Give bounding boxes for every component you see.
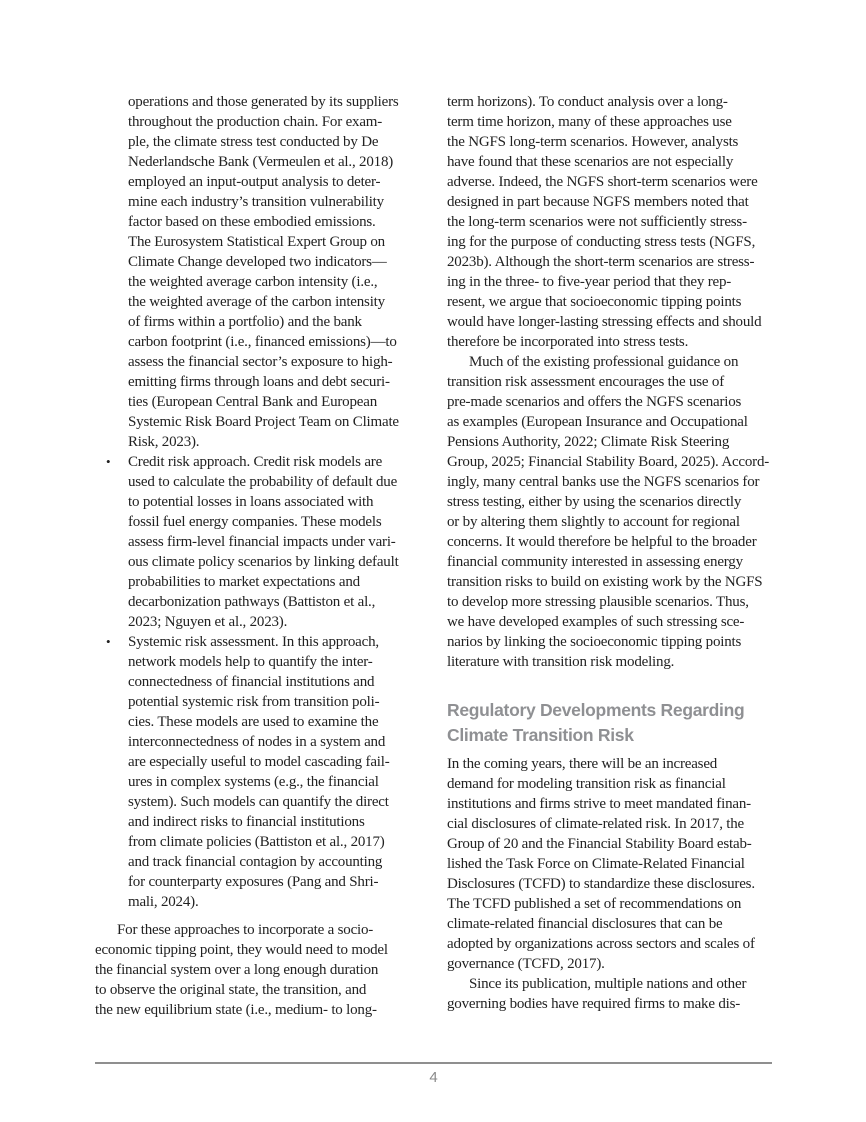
- text-line: concerns. It would therefore be helpful to the broader: [447, 534, 757, 550]
- text-line: factor based on these embodied emissions.: [128, 214, 376, 230]
- text-line: ties (European Central Bank and European: [128, 394, 377, 410]
- text-line: the financial system over a long enough duration: [95, 962, 379, 978]
- text-line: ures in complex systems (e.g., the financial: [128, 774, 379, 790]
- text-line: Climate Change developed two indicators—: [128, 254, 387, 270]
- text-line: system). Such models can quantify the direct: [128, 794, 389, 810]
- text-line: designed in part because NGFS members noted that: [447, 194, 749, 210]
- text-line: to develop more stressing plausible scenarios. Thus,: [447, 594, 749, 610]
- text-line: have found that these scenarios are not especially: [447, 154, 734, 170]
- text-line: climate-related financial disclosures that can be: [447, 916, 723, 932]
- text-line: Nederlandsche Bank (Vermeulen et al., 2018): [128, 154, 394, 170]
- left-column: [95, 92, 420, 1020]
- paragraph-in-the-coming-years: [447, 754, 772, 974]
- text-line: Systemic risk assessment. In this approach,: [128, 634, 379, 650]
- text-line: connectedness of financial institutions and: [128, 674, 375, 690]
- text-line: ple, the climate stress test conducted by De: [128, 134, 379, 150]
- text-line: of firms within a portfolio) and the bank: [128, 314, 362, 330]
- text-line: For these approaches to incorporate a socio-: [117, 922, 374, 938]
- text-line: or by altering them slightly to account for regional: [447, 514, 740, 530]
- text-line: adopted by organizations across sectors and scales of: [447, 936, 755, 952]
- text-line: cial disclosures of climate-related risk. In 2017, the: [447, 816, 745, 832]
- text-line: to observe the original state, the transition, and: [95, 982, 367, 998]
- text-line: the weighted average carbon intensity (i.e.,: [128, 274, 378, 290]
- paragraph-much-of-existing: [447, 352, 772, 672]
- text-line: In the coming years, there will be an increased: [447, 756, 718, 772]
- paragraph-term-horizons: [447, 92, 772, 352]
- text-line: the NGFS long-term scenarios. However, analysts: [447, 134, 739, 150]
- text-line: transition risk assessment encourages the use of: [447, 374, 724, 390]
- text-line: term horizons). To conduct analysis over a long-: [447, 94, 728, 110]
- text-line: operations and those generated by its suppliers: [128, 94, 399, 110]
- two-column-text-block: [95, 92, 772, 1020]
- section-heading-regulatory-developments: [447, 698, 772, 748]
- bullet-item-systemic-risk: [95, 632, 420, 912]
- footer-divider-rule: [95, 1062, 772, 1064]
- paragraph-since-its-publication: [447, 974, 772, 1014]
- text-line: adverse. Indeed, the NGFS short-term scenarios were: [447, 174, 758, 190]
- text-line: 2023b). Although the short-term scenarios are stress-: [447, 254, 755, 270]
- text-line: governance (TCFD, 2017).: [447, 956, 605, 972]
- text-line: used to calculate the probability of default due: [128, 474, 398, 490]
- text-line: Regulatory Developments Regarding: [447, 700, 745, 720]
- text-line: mine each industry’s transition vulnerability: [128, 194, 384, 210]
- text-line: institutions and firms strive to meet mandated finan-: [447, 796, 751, 812]
- bullet-text: [128, 632, 420, 912]
- text-line: we have developed examples of such stressing sce-: [447, 614, 745, 630]
- text-line: from climate policies (Battiston et al., 2017): [128, 834, 385, 850]
- text-line: the weighted average of the carbon intensity: [128, 294, 385, 310]
- right-column: [447, 92, 772, 1020]
- text-line: Disclosures (TCFD) to standardize these disclosures.: [447, 876, 755, 892]
- text-line: ingly, many central banks use the NGFS scenarios for: [447, 474, 760, 490]
- text-line: literature with transition risk modeling.: [447, 654, 675, 670]
- text-line: cies. These models are used to examine the: [128, 714, 379, 730]
- paragraph-for-these-approaches: [95, 920, 420, 1020]
- text-line: stress testing, either by using the scenarios directly: [447, 494, 742, 510]
- text-line: fossil fuel energy companies. These models: [128, 514, 382, 530]
- text-line: therefore be incorporated into stress tests.: [447, 334, 689, 350]
- text-line: economic tipping point, they would need to model: [95, 942, 388, 958]
- text-line: governing bodies have required firms to make dis-: [447, 996, 741, 1012]
- text-line: financial community interested in assessing energy: [447, 554, 743, 570]
- text-line: resent, we argue that socioeconomic tipping points: [447, 294, 742, 310]
- text-line: are especially useful to model cascading fail-: [128, 754, 390, 770]
- text-line: probabilities to market expectations and: [128, 574, 360, 590]
- text-line: employed an input-output analysis to deter-: [128, 174, 381, 190]
- text-line: throughout the production chain. For exam-: [128, 114, 383, 130]
- text-line: Systemic Risk Board Project Team on Climate: [128, 414, 399, 430]
- text-line: term time horizon, many of these approaches use: [447, 114, 732, 130]
- text-line: assess firm-level financial impacts under vari-: [128, 534, 396, 550]
- bullet-icon: •: [106, 454, 111, 469]
- text-line: pre-made scenarios and offers the NGFS scenarios: [447, 394, 742, 410]
- text-line: Risk, 2023).: [128, 434, 200, 450]
- text-line: Credit risk approach. Credit risk models are: [128, 454, 383, 470]
- bullet-text: [128, 452, 420, 632]
- text-line: narios by linking the socioeconomic tipping points: [447, 634, 742, 650]
- bullet-item-credit-risk: [95, 452, 420, 632]
- text-line: lished the Task Force on Climate-Related Financial: [447, 856, 745, 872]
- page-number: 4: [429, 1069, 438, 1086]
- text-line: to potential losses in loans associated with: [128, 494, 374, 510]
- text-line: ing in the three- to five-year period that they rep-: [447, 274, 732, 290]
- text-line: assess the financial sector’s exposure to high-: [128, 354, 393, 370]
- text-line: Group, 2025; Financial Stability Board, 2025). Accord-: [447, 454, 770, 470]
- text-line: Pensions Authority, 2022; Climate Risk Steering: [447, 434, 730, 450]
- text-line: the long-term scenarios were not sufficiently stress-: [447, 214, 747, 230]
- text-line: as examples (European Insurance and Occupational: [447, 414, 748, 430]
- bullet-continuation-paragraph: [95, 92, 420, 452]
- text-line: Group of 20 and the Financial Stability Board estab-: [447, 836, 752, 852]
- text-line: and track financial contagion by accounting: [128, 854, 383, 870]
- text-line: transition risks to build on existing work by the NGFS: [447, 574, 763, 590]
- text-line: mali, 2024).: [128, 894, 199, 910]
- bullet-icon: •: [106, 634, 111, 649]
- text-line: 2023; Nguyen et al., 2023).: [128, 614, 288, 630]
- text-line: demand for modeling transition risk as financial: [447, 776, 726, 792]
- text-line: Since its publication, multiple nations and other: [469, 976, 747, 992]
- text-line: emitting firms through loans and debt securi-: [128, 374, 390, 390]
- text-line: interconnectedness of nodes in a system and: [128, 734, 386, 750]
- text-line: carbon footprint (i.e., financed emissions)—to: [128, 334, 397, 350]
- text-line: for counterparty exposures (Pang and Shri-: [128, 874, 379, 890]
- text-line: The TCFD published a set of recommendations on: [447, 896, 742, 912]
- text-line: network models help to quantify the inter-: [128, 654, 373, 670]
- text-line: would have longer-lasting stressing effects and should: [447, 314, 762, 330]
- text-line: ing for the purpose of conducting stress tests (NGFS,: [447, 234, 756, 250]
- text-line: the new equilibrium state (i.e., medium- to long-: [95, 1002, 377, 1018]
- text-line: potential systemic risk from transition poli-: [128, 694, 380, 710]
- text-line: The Eurosystem Statistical Expert Group on: [128, 234, 385, 250]
- text-line: and indirect risks to financial institutions: [128, 814, 365, 830]
- text-line: ous climate policy scenarios by linking default: [128, 554, 399, 570]
- text-line: decarbonization pathways (Battiston et al.,: [128, 594, 376, 610]
- text-line: Climate Transition Risk: [447, 725, 634, 745]
- text-line: Much of the existing professional guidance on: [469, 354, 739, 370]
